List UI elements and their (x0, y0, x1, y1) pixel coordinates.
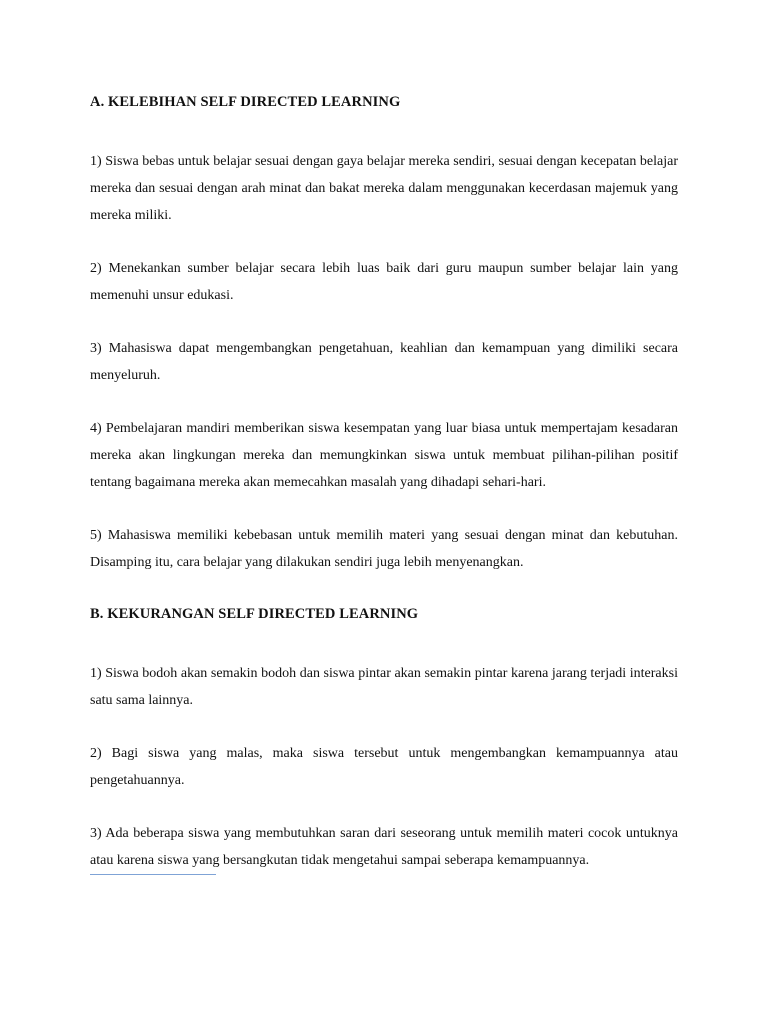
section-a-item-5: 5) Mahasiswa memiliki kebebasan untuk memilih materi yang sesuai dengan minat dan kebutuhan. Disamping itu, cara belajar yang dilakukan sendiri juga lebih menyenangkan. (90, 528, 678, 570)
section-a-heading: A. KELEBIHAN SELF DIRECTED LEARNING (90, 94, 401, 110)
section-a-item-1: 1) Siswa bebas untuk belajar sesuai dengan gaya belajar mereka sendiri, sesuai dengan kecepatan belajar mereka dan sesuai dengan arah minat dan bakat mereka dalam menggunakan kecerdasan majemuk yang mereka miliki. (90, 154, 678, 223)
section-b-item-2: 2) Bagi siswa yang malas, maka siswa tersebut untuk mengembangkan kemampuannya atau pengetahuannya. (90, 746, 678, 788)
section-a-item-4: 4) Pembelajaran mandiri memberikan siswa kesempatan yang luar biasa untuk mempertajam kesadaran mereka akan lingkungan mereka dan memungkinkan siswa untuk membuat pilihan-pilihan positif tentang bagaimana mereka akan memecahkan masalah yang dihadapi sehari-hari. (90, 421, 678, 490)
section-b-heading: B. KEKURANGAN SELF DIRECTED LEARNING (90, 606, 419, 622)
section-b-item-3: 3) Ada beberapa siswa yang membutuhkan saran dari seseorang untuk memilih materi cocok untuknya atau karena siswa yang bersangkutan tidak mengetahui sampai seberapa kemampuannya. (90, 826, 678, 868)
text-underline-mark (90, 874, 216, 875)
section-b-item-1: 1) Siswa bodoh akan semakin bodoh dan siswa pintar akan semakin pintar karena jarang terjadi interaksi satu sama lainnya. (90, 666, 678, 708)
document-page (90, 92, 678, 900)
section-a-item-3: 3) Mahasiswa dapat mengembangkan pengetahuan, keahlian dan kemampuan yang dimiliki secara menyeluruh. (90, 341, 678, 383)
section-a-item-2: 2) Menekankan sumber belajar secara lebih luas baik dari guru maupun sumber belajar lain yang memenuhi unsur edukasi. (90, 261, 678, 303)
